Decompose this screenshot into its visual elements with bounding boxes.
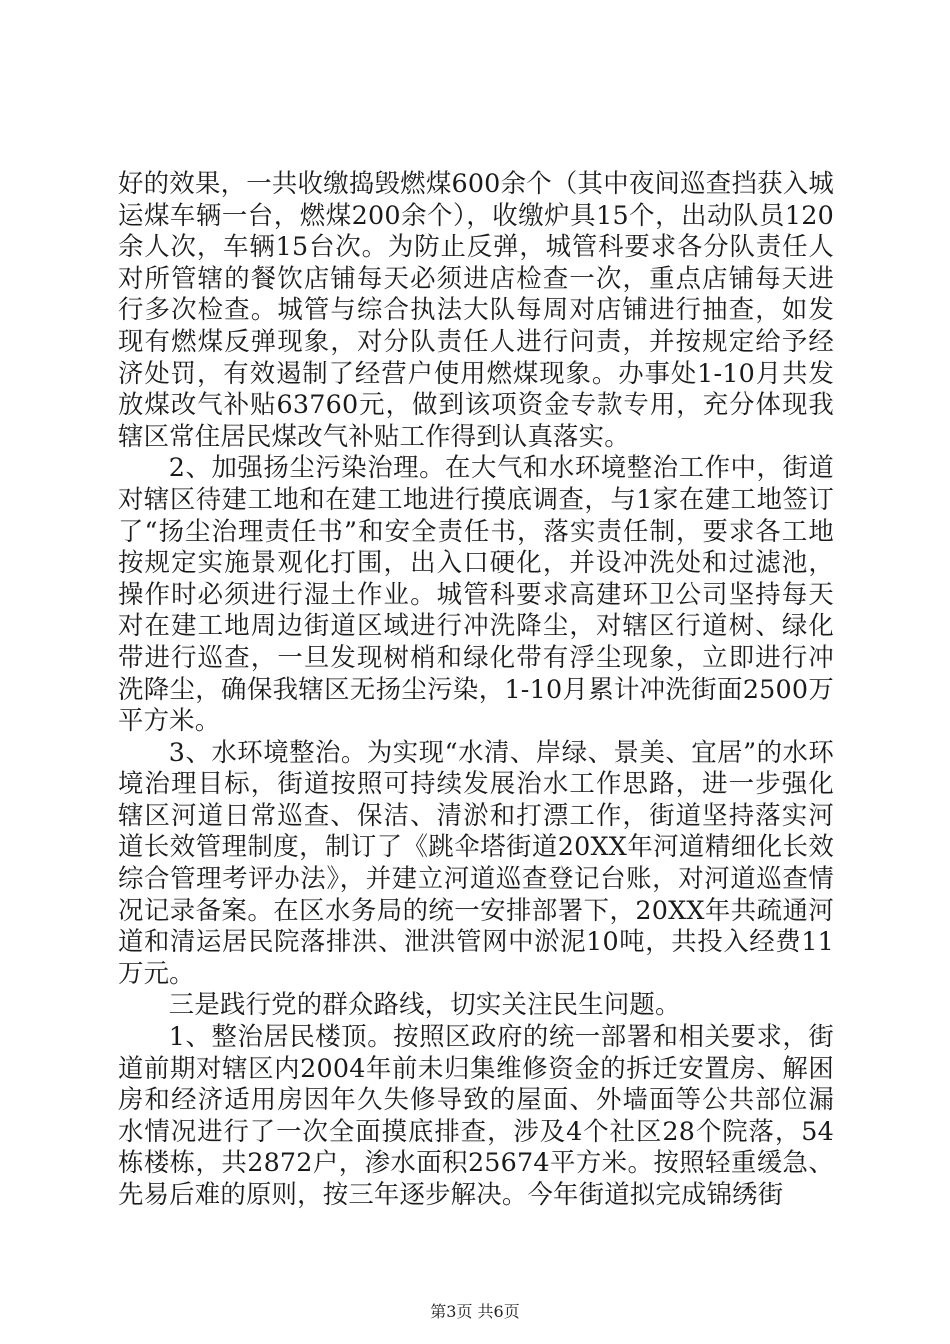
paragraph-water-environment: 3、水环境整治。为实现“水清、岸绿、景美、宜居”的水环境治理目标，街道按照可持续发展治水工作思路，进一步强化辖区河道日常巡查、保洁、清淤和打漂工作，街道坚持落实河道长效管理制度，制订了《跳伞塔街道20XX年河道精细化长效综合管理考评办法》，并建立河道巡查登记台账，对河道巡查情况记录备案。在区水务局的统一安排部署下，20XX年共疏通河道和清运居民院落排洪、泄洪管网中淤泥10吨，共投入经费11万元。 [118, 736, 834, 988]
paragraph-coal-control: 好的效果，一共收缴捣毁燃煤600余个（其中夜间巡查挡获入城运煤车辆一台，燃煤200余个），收缴炉具15个，出动队员120余人次，车辆15台次。为防止反弹，城管科要求各分队责任人对所管辖的餐饮店铺每天必须进店检查一次，重点店铺每天进行多次检查。城管与综合执法大队每周对店铺进行抽查，如发现有燃煤反弹现象，对分队责任人进行问责，并按规定给予经济处罚，有效遏制了经营户使用燃煤现象。办事处1-10月共发放煤改气补贴63760元，做到该项资金专款专用，充分体现我辖区常住居民煤改气补贴工作得到认真落实。 [118, 168, 834, 451]
document-body [118, 168, 834, 1211]
page-number-footer: 第3页 共6页 [430, 1302, 520, 1321]
paragraph-dust-control: 2、加强扬尘污染治理。在大气和水环境整治工作中，街道对辖区待建工地和在建工地进行摸底调查，与1家在建工地签订了“扬尘治理责任书”和安全责任书，落实责任制，要求各工地按规定实施景观化打围，出入口硬化，并设冲洗处和过滤池，操作时必须进行湿土作业。城管科要求高建环卫公司坚持每天对在建工地周边街道区域进行冲洗降尘，对辖区行道树、绿化带进行巡查，一旦发现树梢和绿化带有浮尘现象，立即进行冲洗降尘，确保我辖区无扬尘污染，1-10月累计冲洗街面2500万平方米。 [118, 452, 834, 736]
paragraph-roof-repair: 1、整治居民楼顶。按照区政府的统一部署和相关要求，街道前期对辖区内2004年前未归集维修资金的拆迁安置房、解困房和经济适用房因年久失修导致的屋面、外墙面等公共部位漏水情况进行了一次全面摸底排查，涉及4个社区28个院落，54栋楼栋，共2872户，渗水面积25674平方米。按照轻重缓急、先易后难的原则，按三年逐步解决。今年街道拟完成锦绣街 [118, 1021, 834, 1209]
section-heading-mass-line: 三是践行党的群众路线，切实关注民生问题。 [168, 989, 681, 1020]
